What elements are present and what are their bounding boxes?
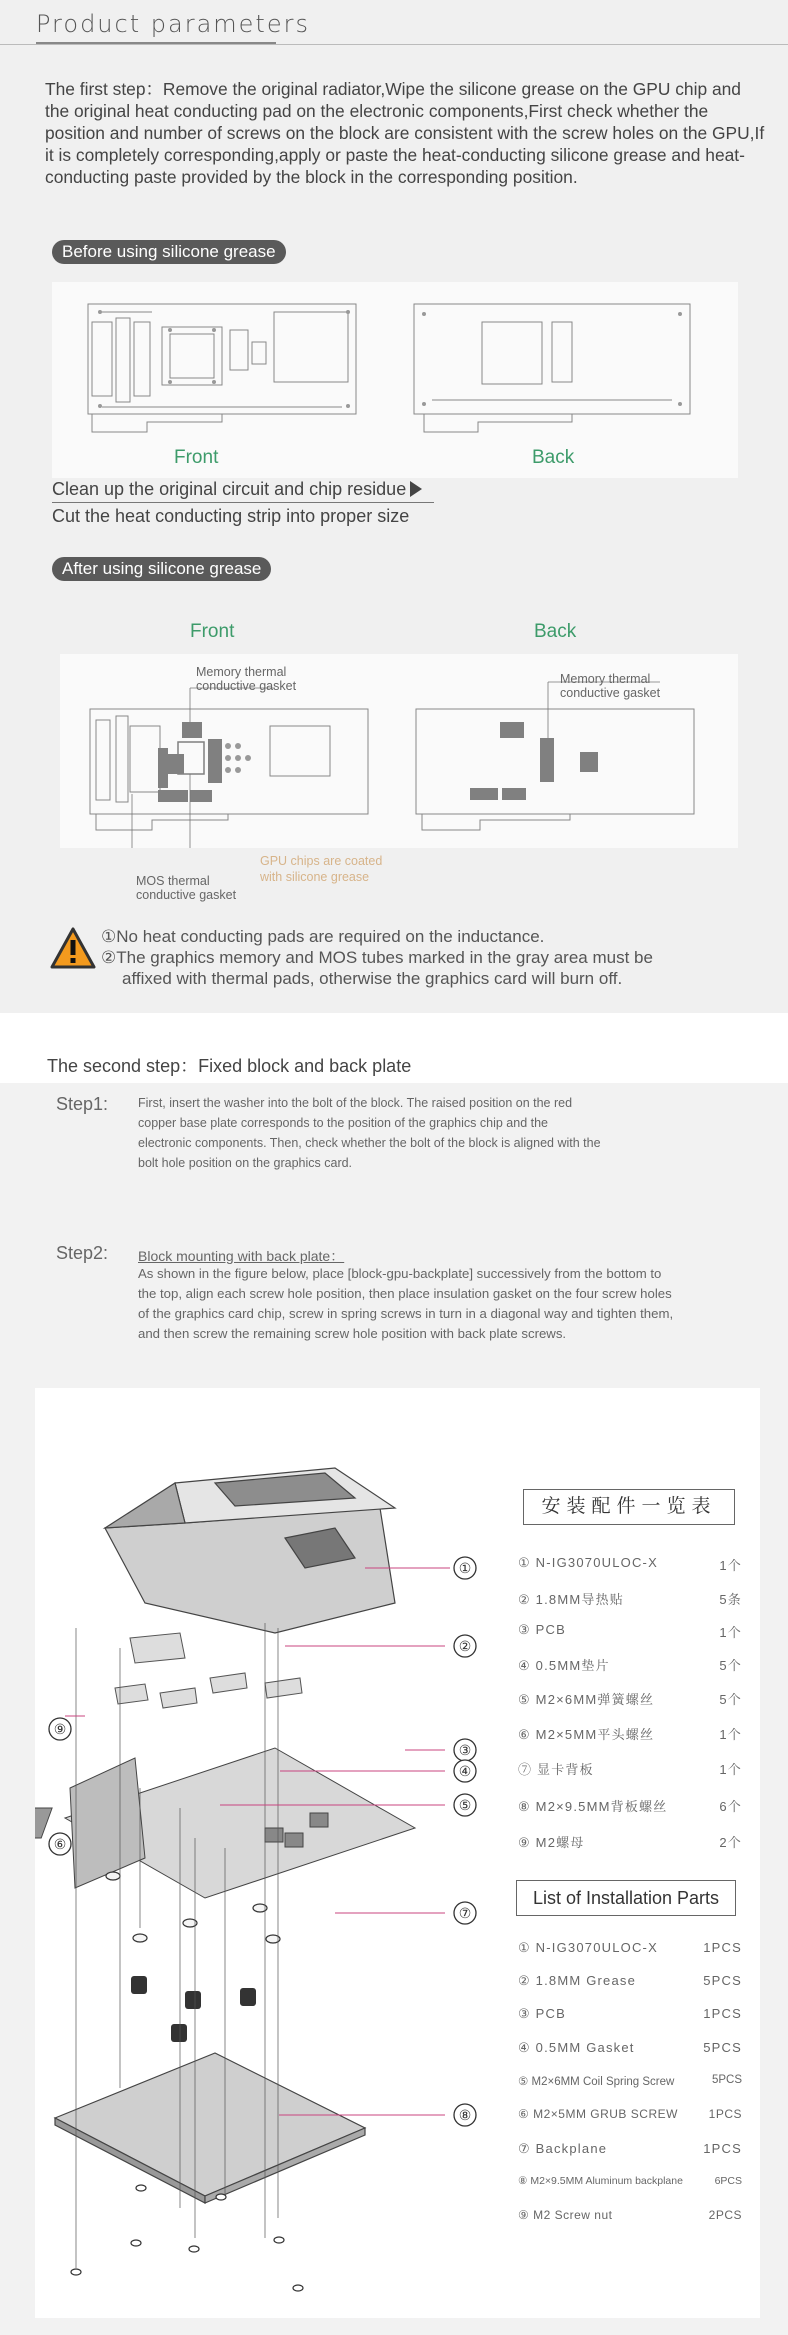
gpu-note — [260, 853, 382, 885]
step1-label: Step1: — [56, 1094, 109, 1114]
second-step-title: The second step：Fixed block and back plate — [47, 1056, 412, 1076]
before-front-label: Front — [174, 447, 219, 468]
before-diagram — [52, 282, 738, 478]
cn-row-qty: 1个 — [719, 1762, 742, 1777]
step2-line: the top, align each screw hole position, then place insulation gasket on the four screw holes — [138, 1286, 672, 1301]
cn-row-qty: 6个 — [719, 1799, 742, 1814]
page-title: Product parameters — [36, 10, 310, 38]
after-back-label: Back — [534, 621, 577, 642]
callout-9-text: ⑨ — [53, 1721, 67, 1737]
cn-row-qty: 5个 — [719, 1692, 742, 1707]
cn-parts-title: 安装配件一览表 — [523, 1489, 735, 1525]
en-row-qty: 6PCS — [714, 2175, 742, 2187]
gpu-line-2: with silicone grease — [260, 870, 370, 884]
step2-heading: Block mounting with back plate： — [138, 1248, 345, 1264]
note-divider — [52, 502, 434, 503]
cn-row-name: ⑥ M2×5MM平头螺丝 — [518, 1727, 655, 1742]
step2-line: of the graphics card chip, screw in spring screws in turn in a diagonal way and tighten them, — [138, 1306, 674, 1321]
mem-front-note — [196, 665, 296, 693]
en-row-name: ② 1.8MM Grease — [518, 1973, 637, 1988]
mos-line-1: MOS thermal — [136, 874, 210, 888]
callout-8-text: ⑧ — [458, 2107, 472, 2123]
gpu-line-1: GPU chips are coated — [260, 854, 383, 868]
step2-label: Step2: — [56, 1243, 109, 1263]
before-panel — [52, 282, 738, 478]
callout-1-text: ① — [458, 1560, 472, 1576]
warning-line-1: ①No heat conducting pads are required on the inductance. — [101, 927, 545, 946]
en-row-qty: 1PCS — [708, 2107, 742, 2121]
en-row-name: ① N-IG3070ULOC-X — [518, 1940, 658, 1955]
after-badge: After using silicone grease — [52, 557, 271, 581]
mem-back-line-1: Memory thermal — [560, 672, 651, 686]
en-row — [518, 1973, 742, 1989]
en-row-name: ⑨ M2 Screw nut — [518, 2208, 613, 2222]
before-badge: Before using silicone grease — [52, 240, 286, 264]
en-row-name: ⑤ M2×6MM Coil Spring Screw — [518, 2076, 675, 2088]
mem-back-line-2: conductive gasket — [560, 686, 661, 700]
mem-front-line-1: Memory thermal — [196, 665, 287, 679]
cn-row-qty: 1个 — [719, 1727, 742, 1742]
cn-row — [518, 1555, 742, 1571]
en-row-qty: 1PCS — [703, 2006, 742, 2021]
step1-line: electronic components. Then, check whether the bolt of the block is aligned with the — [138, 1136, 601, 1150]
before-note-1 — [52, 479, 422, 500]
play-arrow-icon — [410, 481, 422, 497]
step2-text — [138, 1264, 758, 1344]
cn-row-name: ⑤ M2×6MM弹簧螺丝 — [518, 1692, 655, 1707]
cn-row — [518, 1689, 742, 1708]
cn-row — [518, 1589, 742, 1608]
step2-line: and then screw the remaining screw hole position with back plate screws. — [138, 1326, 567, 1341]
cn-row-name: ③ PCB — [518, 1622, 566, 1637]
cn-row-name: ⑨ M2螺母 — [518, 1835, 585, 1850]
cn-row-qty: 1个 — [719, 1558, 742, 1573]
cn-row-qty: 1个 — [719, 1625, 742, 1640]
en-row-qty: 1PCS — [703, 1940, 742, 1955]
en-row-qty: 5PCS — [711, 2074, 742, 2086]
callout-2-text: ② — [458, 1638, 472, 1654]
en-row — [518, 2040, 742, 2056]
en-row-qty: 5PCS — [703, 2040, 742, 2055]
mos-note — [136, 874, 236, 902]
mem-back-note — [560, 672, 660, 700]
callout-6-text: ⑥ — [53, 1836, 67, 1852]
en-row — [518, 2141, 742, 2157]
en-parts-title: List of Installation Parts — [516, 1880, 736, 1916]
en-row — [518, 2107, 742, 2121]
en-row-name: ⑦ Backplane — [518, 2141, 608, 2156]
cn-row — [518, 1796, 742, 1815]
cn-row — [518, 1832, 742, 1851]
en-row — [518, 2175, 742, 2187]
warning-icon — [50, 927, 96, 969]
mem-front-line-2: conductive gasket — [196, 679, 297, 693]
callout-4-text: ④ — [458, 1763, 472, 1779]
intro-paragraph: The first step：Remove the original radiator,Wipe the silicone grease on the GPU chip and the original heat conducting pad on the electronic components,First check whether the position and number of screws on the block are consistent with the screw holes on the GPU,If it is completely corresponding,apply or paste the heat-conducting silicone grease and heat-conducting paste provided by the block in the corresponding position. — [45, 79, 765, 187]
cn-row-name: ⑦ 显卡背板 — [518, 1762, 594, 1777]
title-underline — [36, 42, 276, 44]
before-back-label: Back — [532, 447, 575, 468]
en-row-name: ④ 0.5MM Gasket — [518, 2040, 635, 2055]
cn-row — [518, 1622, 742, 1638]
callout-5-text: ⑤ — [458, 1797, 472, 1813]
cn-row — [518, 1759, 742, 1778]
after-front-label: Front — [190, 621, 235, 642]
en-row-qty: 2PCS — [708, 2208, 742, 2222]
warning-line-2: ②The graphics memory and MOS tubes marked in the gray area must be — [101, 948, 653, 967]
en-row — [518, 2074, 742, 2088]
en-row-name: ⑧ M2×9.5MM Aluminum backplane — [518, 2175, 683, 2187]
step1-line: bolt hole position on the graphics card. — [138, 1156, 353, 1170]
cn-row — [518, 1724, 742, 1743]
en-row-name: ⑥ M2×5MM GRUB SCREW — [518, 2107, 678, 2121]
step1-text — [138, 1093, 698, 1173]
en-row — [518, 2208, 742, 2222]
warning-line-3: affixed with thermal pads, otherwise the graphics card will burn off. — [122, 969, 623, 988]
cn-row-qty: 2个 — [719, 1835, 742, 1850]
en-row — [518, 1940, 742, 1956]
cn-row-name: ① N-IG3070ULOC-X — [518, 1555, 658, 1570]
en-row-name: ③ PCB — [518, 2006, 566, 2021]
mos-line-2: conductive gasket — [136, 888, 237, 902]
cn-row-qty: 5条 — [719, 1592, 742, 1607]
title-divider — [0, 44, 788, 45]
callout-3-text: ③ — [458, 1742, 472, 1758]
cn-row-name: ⑧ M2×9.5MM背板螺丝 — [518, 1799, 668, 1814]
cn-row-name: ② 1.8MM导热贴 — [518, 1592, 624, 1607]
callout-7-text: ⑦ — [458, 1905, 472, 1921]
before-note-1-text: Clean up the original circuit and chip residue — [52, 479, 407, 499]
cn-row-name: ④ 0.5MM垫片 — [518, 1658, 610, 1673]
en-row-qty: 1PCS — [703, 2141, 742, 2156]
step2-line: As shown in the figure below, place [block-gpu-backplate] successively from the bottom to — [138, 1266, 662, 1281]
cn-row-qty: 5个 — [719, 1658, 742, 1673]
cn-row — [518, 1655, 742, 1674]
step1-line: First, insert the washer into the bolt of the block. The raised position on the red — [138, 1096, 573, 1110]
step1-line: copper base plate corresponds to the position of the graphics chip and the — [138, 1116, 548, 1130]
en-row — [518, 2006, 742, 2022]
before-note-2: Cut the heat conducting strip into proper size — [52, 506, 410, 526]
en-row-qty: 5PCS — [703, 1973, 742, 1988]
